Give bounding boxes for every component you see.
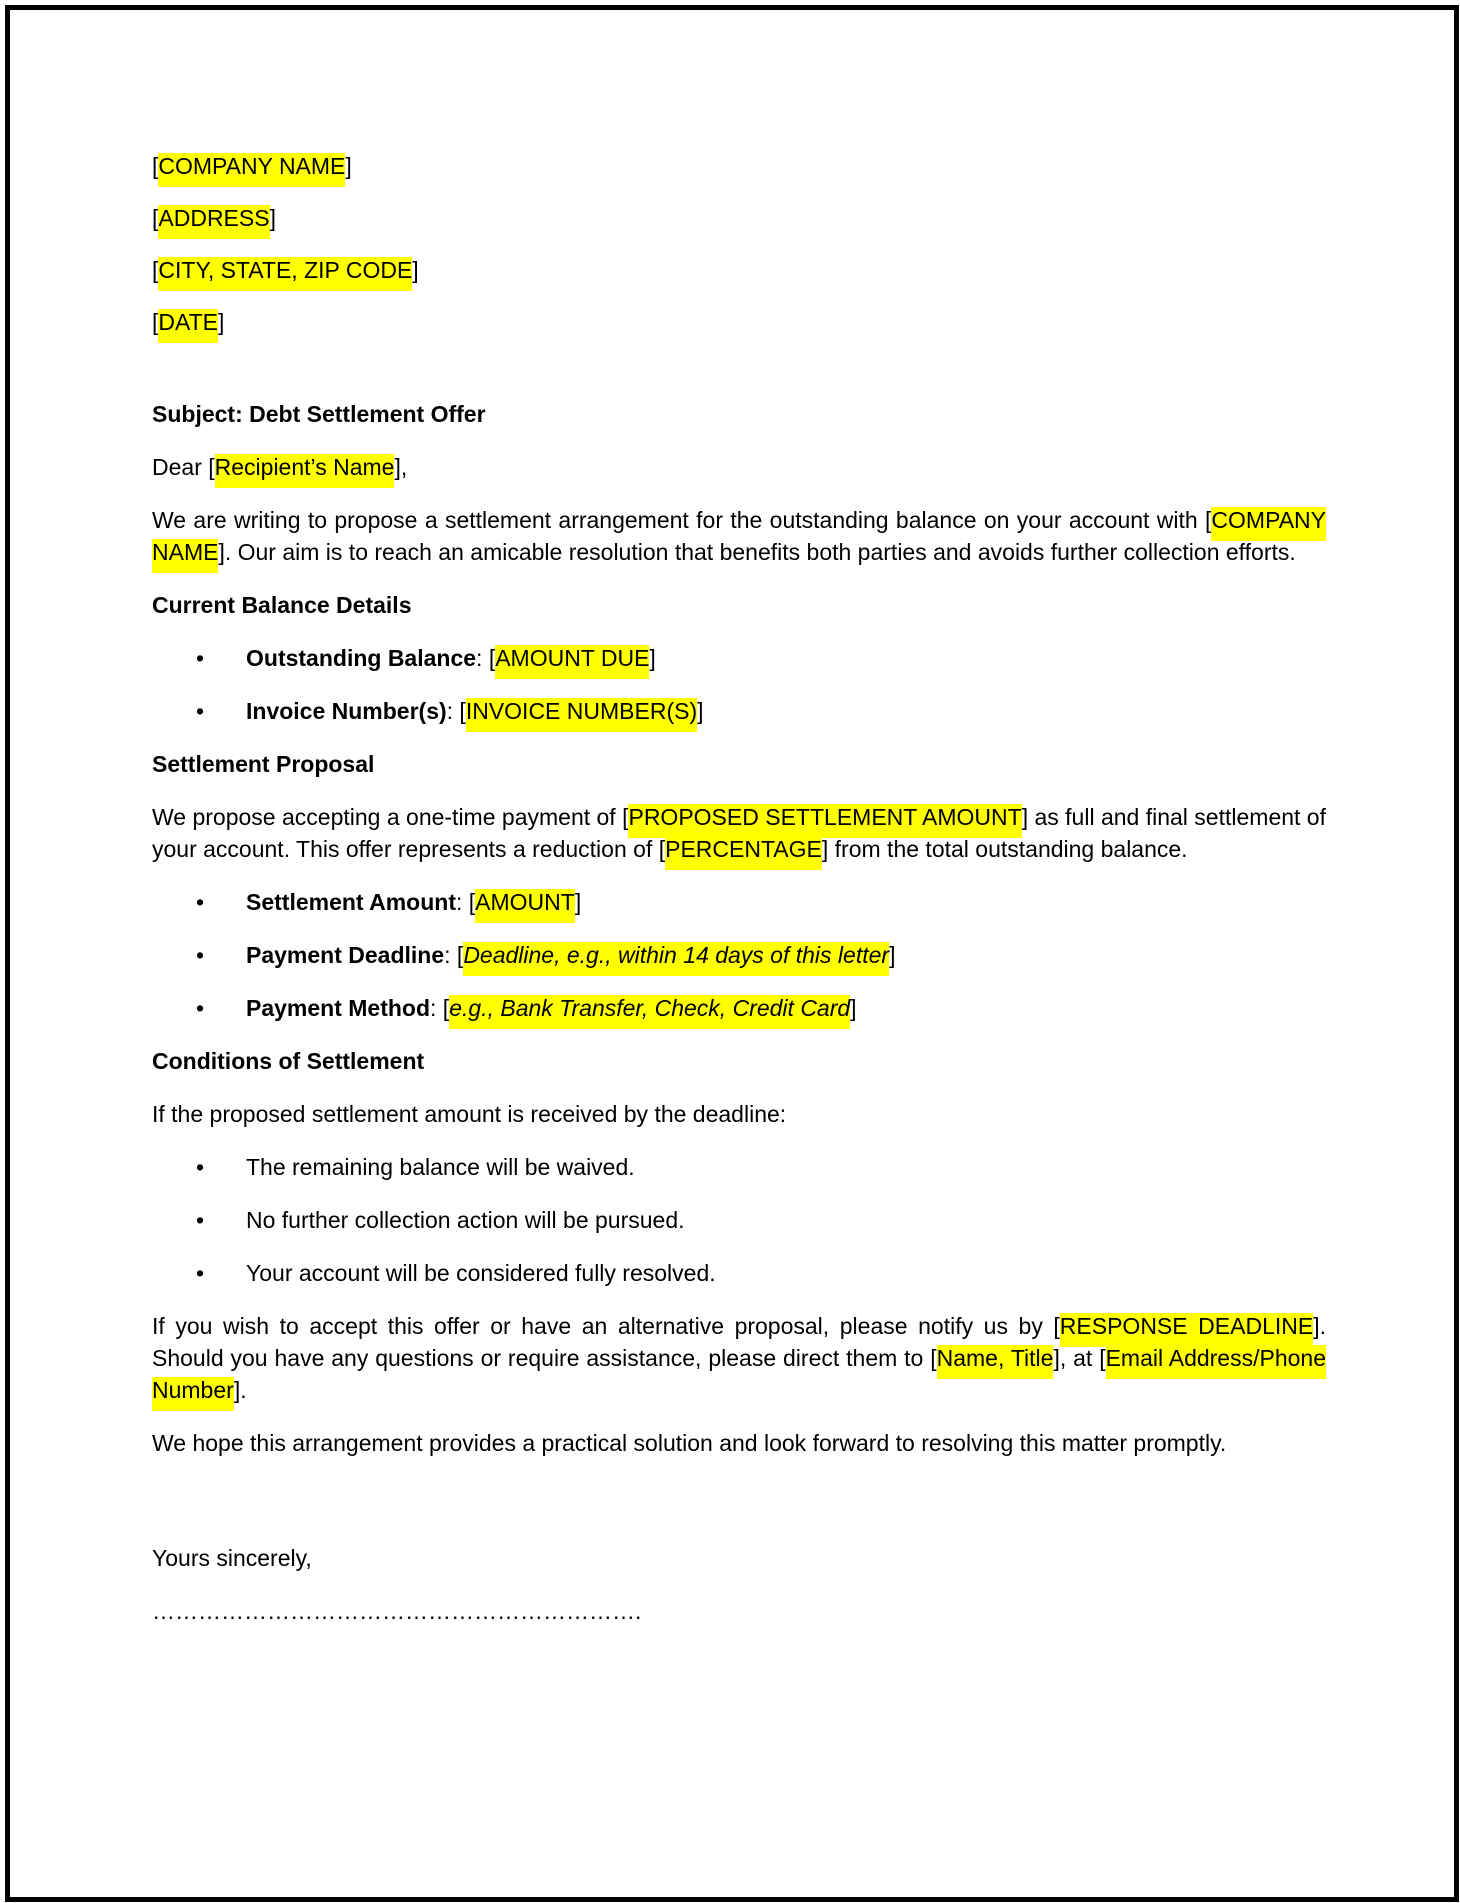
deadline-placeholder: Deadline, e.g., within 14 days of this letter xyxy=(463,942,889,976)
bracket: [ xyxy=(1099,1345,1106,1371)
separator: : [ xyxy=(446,698,466,724)
bullet-icon: • xyxy=(196,698,205,724)
balance-heading: Current Balance Details xyxy=(152,592,412,618)
intro-paragraph xyxy=(152,504,1326,568)
balance-list xyxy=(152,642,1326,727)
salutation-suffix: ], xyxy=(394,454,408,480)
email-phone-placeholder: Email Address/Phone Number xyxy=(152,1345,1326,1411)
settlement-amount-placeholder: PROPOSED SETTLEMENT AMOUNT xyxy=(628,804,1021,838)
bracket: ] xyxy=(574,889,582,915)
intro-text: We are writing to propose a settlement arrangement for the outstanding balance on your account with xyxy=(152,507,1206,533)
address-placeholder: ADDRESS xyxy=(158,205,269,239)
salutation-prefix: Dear xyxy=(152,454,209,480)
subject-line: Subject: Debt Settlement Offer xyxy=(152,401,486,427)
bracket: [ xyxy=(152,205,159,231)
item-label: Payment Method xyxy=(246,995,431,1021)
bracket: [ xyxy=(622,804,629,830)
bullet-icon: • xyxy=(196,1260,205,1286)
bracket: [ xyxy=(208,454,215,480)
item-label: Outstanding Balance xyxy=(246,645,477,671)
proposal-text: We propose accepting a one-time payment of xyxy=(152,804,623,830)
bullet-icon: • xyxy=(196,1154,205,1180)
bracket: ] xyxy=(850,995,857,1021)
bracket: ] xyxy=(697,698,704,724)
amount-due-placeholder: AMOUNT DUE xyxy=(495,645,649,679)
item-label: Payment Deadline xyxy=(246,942,445,968)
list-item xyxy=(152,886,1326,918)
company-placeholder: COMPANY NAME xyxy=(158,153,345,187)
bracket: ] xyxy=(649,645,656,671)
bullet-icon: • xyxy=(196,1207,205,1233)
bracket: ] xyxy=(269,205,276,231)
date-placeholder: DATE xyxy=(158,309,218,343)
bracket: ] xyxy=(345,153,352,179)
contact-text: ]. Should you have any questions or require assistance, please direct them to xyxy=(152,1313,1327,1371)
conditions-intro: If the proposed settlement amount is received by the deadline: xyxy=(152,1101,787,1127)
contact-text: ]. xyxy=(233,1377,247,1403)
signoff: Yours sincerely, xyxy=(152,1545,312,1571)
list-item xyxy=(152,1204,1326,1236)
company-line xyxy=(152,150,1326,182)
intro-text: ]. Our aim is to reach an amicable resolution that benefits both parties and avoids further collection efforts. xyxy=(218,539,1296,565)
contact-text: ], at xyxy=(1053,1345,1100,1371)
address-line xyxy=(152,202,1326,234)
bullet-icon: • xyxy=(196,942,205,968)
conditions-heading: Conditions of Settlement xyxy=(152,1048,425,1074)
name-title-placeholder: Name, Title xyxy=(937,1345,1054,1379)
signature-line: ………………………………………………………. xyxy=(152,1598,642,1624)
list-item xyxy=(152,939,1326,971)
city-line xyxy=(152,254,1326,286)
bracket: [ xyxy=(152,309,159,335)
bracket: ] xyxy=(889,942,896,968)
percentage-placeholder: PERCENTAGE xyxy=(665,836,822,870)
proposal-heading: Settlement Proposal xyxy=(152,751,375,777)
bullet-icon: • xyxy=(196,889,205,915)
separator: : [ xyxy=(476,645,496,671)
bracket: [ xyxy=(658,836,666,862)
response-deadline-placeholder: RESPONSE DEADLINE xyxy=(1060,1313,1313,1347)
proposal-paragraph xyxy=(152,801,1326,865)
spacer xyxy=(152,358,1326,398)
condition-text: No further collection action will be pursued. xyxy=(246,1207,685,1233)
payment-method-placeholder: e.g., Bank Transfer, Check, Credit Card xyxy=(449,995,850,1029)
separator: : [ xyxy=(444,942,464,968)
condition-text: The remaining balance will be waived. xyxy=(246,1154,635,1180)
separator: : [ xyxy=(430,995,450,1021)
amount-placeholder: AMOUNT xyxy=(475,889,575,923)
spacer xyxy=(152,1480,1326,1542)
bracket: [ xyxy=(1205,507,1212,533)
item-label: Settlement Amount xyxy=(246,889,456,915)
bracket: [ xyxy=(1053,1313,1060,1339)
list-item xyxy=(152,642,1326,674)
separator: : [ xyxy=(456,889,476,915)
proposal-list xyxy=(152,886,1326,1024)
contact-paragraph xyxy=(152,1310,1326,1406)
bracket: [ xyxy=(152,257,159,283)
company-placeholder: COMPANY NAME xyxy=(152,507,1326,573)
recipient-placeholder: Recipient’s Name xyxy=(215,454,395,488)
list-item xyxy=(152,992,1326,1024)
contact-text: If you wish to accept this offer or have an alternative proposal, please notify us by xyxy=(152,1313,1054,1339)
bracket: ] xyxy=(412,257,419,283)
letter-page xyxy=(5,5,1459,1902)
condition-text: Your account will be considered fully resolved. xyxy=(246,1260,716,1286)
bracket: ] xyxy=(218,309,225,335)
city-state-zip-placeholder: CITY, STATE, ZIP CODE xyxy=(158,257,412,291)
bracket: [ xyxy=(152,153,159,179)
list-item xyxy=(152,1151,1326,1183)
item-label: Invoice Number(s) xyxy=(246,698,447,724)
conditions-list xyxy=(152,1151,1326,1289)
bullet-icon: • xyxy=(196,645,205,671)
proposal-text: ] from the total outstanding balance. xyxy=(821,836,1188,862)
bracket: [ xyxy=(930,1345,937,1371)
list-item xyxy=(152,1257,1326,1289)
salutation xyxy=(152,451,1326,483)
sender-block xyxy=(152,150,1326,338)
bullet-icon: • xyxy=(196,995,205,1021)
letter-body xyxy=(152,150,1326,1648)
proposal-text: ] as full and final settlement of your account. This offer represents a reduction of xyxy=(152,804,1326,862)
date-line xyxy=(152,306,1326,338)
invoice-number-placeholder: INVOICE NUMBER(S) xyxy=(466,698,697,732)
list-item xyxy=(152,695,1326,727)
closing-paragraph: We hope this arrangement provides a practical solution and look forward to resolving this matter promptly. xyxy=(152,1430,1227,1456)
